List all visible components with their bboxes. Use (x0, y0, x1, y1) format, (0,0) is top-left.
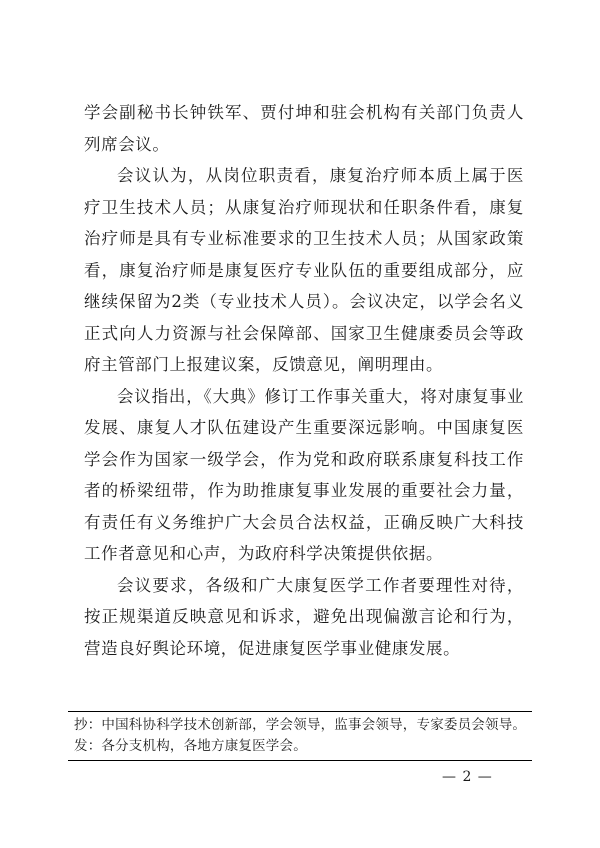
send-to-line: 发：各分支机构，各地方康复医学会。 (74, 738, 307, 754)
cc-line: 抄：中国科协科学技术创新部，学会领导，监事会领导，专家委员会领导。 (74, 717, 527, 733)
paragraph-meeting-points: 会议指出，《大典》修订工作事关重大，将对康复事业发展、康复人才队伍建设产生重要深远影响。中国康复医学会作为国家一级学会，作为党和政府联系康复科技工作者的桥梁纽带，作为助推康复事业发展的重要社会力量，有责任有义务维护广大会员合法权益，正确反映广大科技工作者意见和心声，为政府科学决策提供依据。 (84, 386, 524, 563)
paragraph-meeting-view: 会议认为，从岗位职责看，康复治疗师本质上属于医疗卫生技术人员；从康复治疗师现状和任职条件看，康复治疗师是具有专业标准要求的卫生技术人员；从国家政策看，康复治疗师是康复医疗专业队伍的重要组成部分，应继续保留为2类（专业技术人员）。会议决定，以学会名义正式向人力资源与社会保障部、国家卫生健康委员会等政府主管部门上报建议案，反馈意见，阐明理由。 (84, 166, 524, 374)
distribution-block (68, 711, 532, 761)
document-body (84, 97, 524, 664)
page-number: — 2 — (442, 769, 493, 785)
paragraph-attendees: 学会副秘书长钟铁军、贾付坤和驻会机构有关部门负责人列席会议。 (84, 103, 524, 154)
paragraph-meeting-requirements: 会议要求，各级和广大康复医学工作者要理性对待，按正规渠道反映意见和诉求，避免出现偏激言论和行为，营造良好舆论环境，促进康复医学事业健康发展。 (84, 575, 524, 658)
